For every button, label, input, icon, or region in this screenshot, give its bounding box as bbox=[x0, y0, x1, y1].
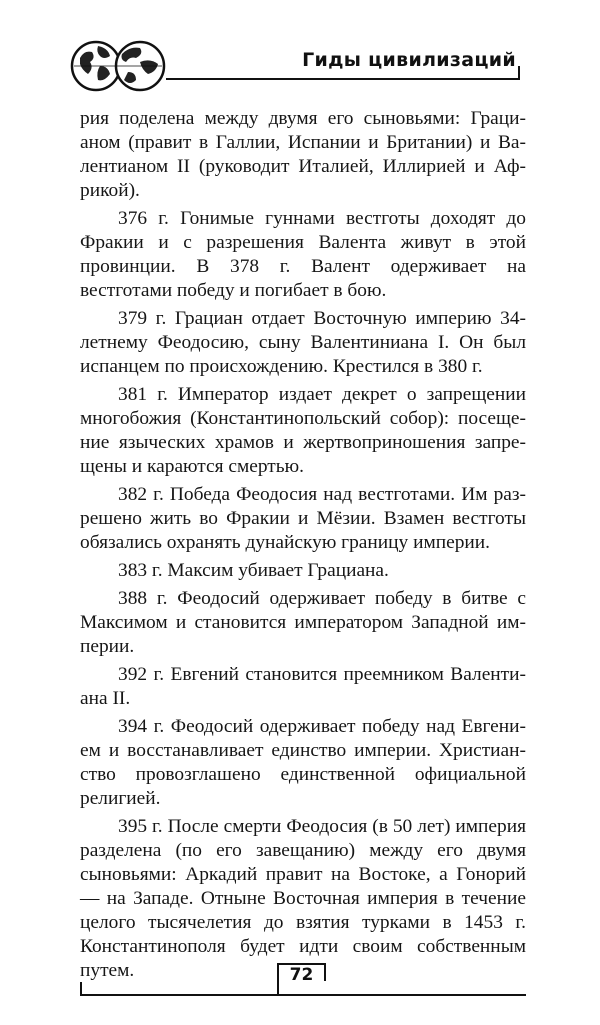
page-number: 72 bbox=[289, 965, 314, 985]
paragraph-388: 388 г. Феодосий одерживает победу в битве с Максимом и становится императором Западной империи. bbox=[80, 588, 526, 657]
header-rule bbox=[166, 78, 519, 80]
page-number-frame-right bbox=[324, 963, 326, 981]
paragraph-392: 392 г. Евгений становится преемником Валентиана II. bbox=[80, 664, 526, 709]
page-footer bbox=[0, 950, 600, 1025]
paragraph-376: 376 г. Гонимые гуннами вестготы доходят до Фракии и с разрешения Валента живут в этой провинции. В 378 г. Валент одерживает на вестготами победу и погибает в бою. bbox=[80, 208, 526, 301]
page-header bbox=[0, 0, 600, 100]
body-text bbox=[80, 107, 526, 987]
paragraph-379: 379 г. Грациан отдает Восточную империю 34-летнему Феодосию, сыну Валентиниана I. Он был испанцем по происхождению. Крестился в 380 г. bbox=[80, 308, 526, 377]
paragraph-395: 395 г. После смерти Феодосия (в 50 лет) империя разделена (по его завещанию) между его двумя сыновьями: Аркадий правит на Востоке, а Гонорий — на Западе. Отныне Восточная империя в течение целого тысячелетия до взятия турками в 1453 г. Константинополя будет идти своим собственным путем. bbox=[80, 816, 526, 981]
paragraph-383: 383 г. Максим убивает Грациана. bbox=[118, 560, 389, 581]
paragraph-381: 381 г. Император издает декрет о запрещении многобожия (Константинопольский собор): посещение языческих храмов и жертвоприношения запрещены и караются смертью. bbox=[80, 384, 526, 477]
header-rule-tick bbox=[518, 66, 520, 80]
globe-map-icon bbox=[70, 36, 166, 96]
footer-rule bbox=[80, 994, 526, 996]
paragraph-continuation: рия поделена между двумя его сыновьями: Грацианом (правит в Галлии, Испании и Британии) и Валентианом II (руководит Италией, Иллирией и Африкой). bbox=[80, 108, 526, 201]
header-title: Гиды цивилизаций bbox=[302, 49, 516, 71]
paragraph-382: 382 г. Победа Феодосия над вестготами. Им разрешено жить во Фракии и Мёзии. Взамен вестготы обязались охранять дунайскую границу империи. bbox=[80, 484, 526, 553]
paragraph-394: 394 г. Феодосий одерживает победу над Евгением и восстанавливает единство империи. Христианство провозглашено единственной официальной религией. bbox=[80, 716, 526, 809]
